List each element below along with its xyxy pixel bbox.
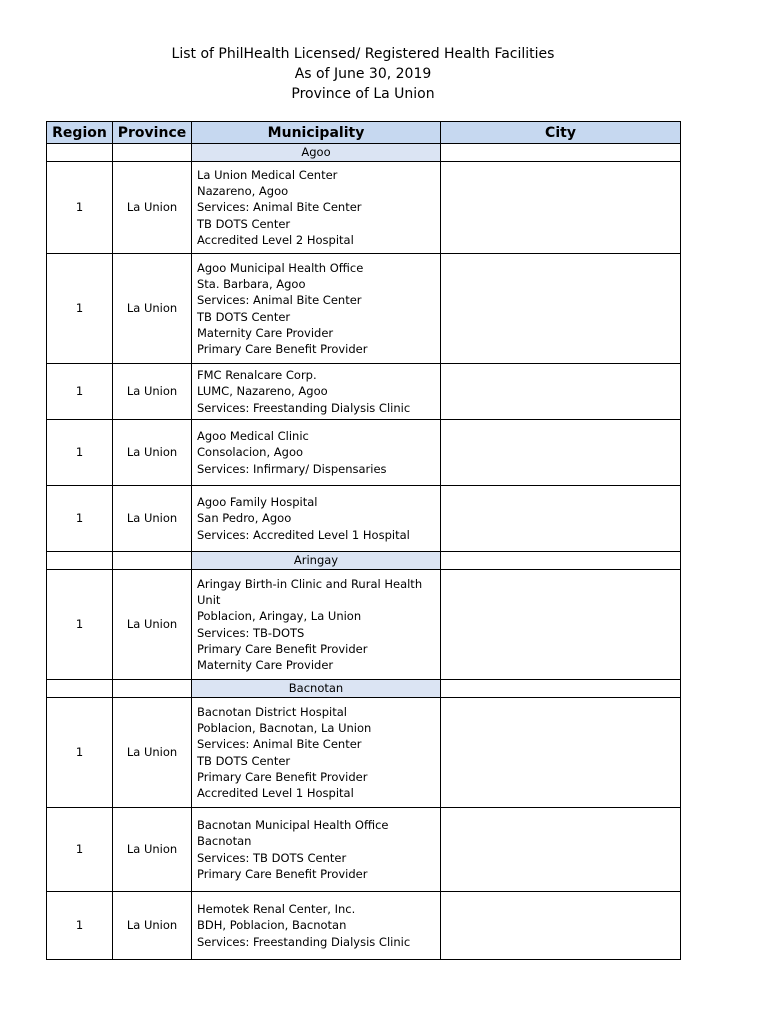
facility-detail-line: Maternity Care Provider (197, 325, 334, 340)
facility-detail-line: Primary Care Benefit Provider (197, 342, 368, 357)
group-empty-cell (113, 552, 192, 570)
group-empty-cell (441, 680, 681, 698)
city-cell (441, 698, 681, 808)
facility-cell (192, 808, 441, 892)
facility-detail-line: Services: Animal Bite Center (197, 200, 362, 215)
facility-detail-line: Primary Care Benefit Provider (197, 641, 368, 656)
region-cell: 1 (47, 364, 113, 420)
facility-detail-line: Bacnotan (197, 834, 252, 849)
table-header-row (47, 122, 681, 144)
group-empty-cell (441, 144, 681, 162)
facility-cell (192, 420, 441, 486)
facility-name: Hemotek Renal Center, Inc. (197, 902, 356, 917)
facility-detail-line: TB DOTS Center (197, 216, 291, 231)
facility-detail-line: Poblacion, Bacnotan, La Union (197, 720, 372, 735)
document-title (0, 44, 726, 104)
city-cell (441, 486, 681, 552)
region-cell: 1 (47, 486, 113, 552)
facility-detail-line: Services: TB DOTS Center (197, 850, 347, 865)
facility-detail-line: Services: Freestanding Dialysis Clinic (197, 934, 411, 949)
table-row (47, 420, 681, 486)
facility-detail-line: Services: Animal Bite Center (197, 737, 362, 752)
facility-cell (192, 892, 441, 960)
facility-detail-line: Maternity Care Provider (197, 658, 334, 673)
group-empty-cell (113, 144, 192, 162)
province-cell: La Union (113, 808, 192, 892)
region-cell: 1 (47, 570, 113, 680)
facility-cell (192, 486, 441, 552)
region-cell: 1 (47, 892, 113, 960)
facility-cell (192, 698, 441, 808)
group-municipality-name: Aringay (192, 552, 441, 570)
group-empty-cell (47, 552, 113, 570)
facility-name: Agoo Family Hospital (197, 495, 318, 510)
group-empty-cell (441, 552, 681, 570)
facility-detail-line: San Pedro, Agoo (197, 511, 292, 526)
facility-detail-line: Primary Care Benefit Provider (197, 769, 368, 784)
province-cell: La Union (113, 892, 192, 960)
facility-name: Bacnotan District Hospital (197, 704, 347, 719)
facility-detail-line: Nazareno, Agoo (197, 184, 289, 199)
group-empty-cell (113, 680, 192, 698)
facility-detail-line: Services: TB-DOTS (197, 625, 305, 640)
facility-detail-line: TB DOTS Center (197, 753, 291, 768)
province-cell: La Union (113, 570, 192, 680)
city-cell (441, 808, 681, 892)
table-row (47, 808, 681, 892)
group-empty-cell (47, 144, 113, 162)
title-line-1: List of PhilHealth Licensed/ Registered Health Facilities (171, 46, 555, 62)
region-cell: 1 (47, 808, 113, 892)
title-line-2: As of June 30, 2019 (294, 66, 432, 82)
city-cell (441, 162, 681, 254)
province-cell: La Union (113, 364, 192, 420)
province-cell: La Union (113, 162, 192, 254)
facility-detail-line: TB DOTS Center (197, 309, 291, 324)
facility-cell (192, 364, 441, 420)
facility-name: Agoo Medical Clinic (197, 429, 309, 444)
table-row (47, 892, 681, 960)
facility-name: Bacnotan Municipal Health Office (197, 817, 389, 832)
facility-detail-line: Services: Animal Bite Center (197, 293, 362, 308)
facility-detail-line: Primary Care Benefit Provider (197, 866, 368, 881)
table-body (47, 144, 681, 960)
group-empty-cell (47, 680, 113, 698)
city-cell (441, 364, 681, 420)
facility-name: Agoo Municipal Health Office (197, 260, 364, 275)
city-cell (441, 254, 681, 364)
facility-detail-line: BDH, Poblacion, Bacnotan (197, 918, 347, 933)
city-cell (441, 892, 681, 960)
region-cell: 1 (47, 698, 113, 808)
table-row (47, 486, 681, 552)
group-row (47, 144, 681, 162)
header-city: City (441, 122, 681, 144)
header-province: Province (113, 122, 192, 144)
province-cell: La Union (113, 254, 192, 364)
header-region: Region (47, 122, 113, 144)
facility-cell (192, 162, 441, 254)
province-cell: La Union (113, 420, 192, 486)
group-municipality-name: Agoo (192, 144, 441, 162)
region-cell: 1 (47, 254, 113, 364)
facility-detail-line: Poblacion, Aringay, La Union (197, 609, 362, 624)
group-row (47, 680, 681, 698)
facility-detail-line: Services: Accredited Level 1 Hospital (197, 527, 410, 542)
header-municipality: Municipality (192, 122, 441, 144)
region-cell: 1 (47, 420, 113, 486)
facility-detail-line: Consolacion, Agoo (197, 445, 304, 460)
group-row (47, 552, 681, 570)
facility-name: Aringay Birth-in Clinic and Rural Health Unit (197, 576, 423, 607)
facility-name: La Union Medical Center (197, 167, 338, 182)
facility-detail-line: Services: Freestanding Dialysis Clinic (197, 400, 411, 415)
facility-cell (192, 570, 441, 680)
city-cell (441, 420, 681, 486)
facility-detail-line: Services: Infirmary/ Dispensaries (197, 461, 387, 476)
facilities-table (46, 121, 681, 960)
facility-detail-line: Accredited Level 1 Hospital (197, 786, 354, 801)
table-row (47, 698, 681, 808)
group-municipality-name: Bacnotan (192, 680, 441, 698)
facility-name: FMC Renalcare Corp. (197, 368, 317, 383)
title-line-3: Province of La Union (291, 86, 435, 102)
table-row (47, 570, 681, 680)
table-row (47, 364, 681, 420)
table-row (47, 254, 681, 364)
province-cell: La Union (113, 698, 192, 808)
province-cell: La Union (113, 486, 192, 552)
table-row (47, 162, 681, 254)
region-cell: 1 (47, 162, 113, 254)
facility-cell (192, 254, 441, 364)
facility-detail-line: Sta. Barbara, Agoo (197, 276, 306, 291)
facility-detail-line: Accredited Level 2 Hospital (197, 232, 354, 247)
facility-detail-line: LUMC, Nazareno, Agoo (197, 384, 328, 399)
city-cell (441, 570, 681, 680)
